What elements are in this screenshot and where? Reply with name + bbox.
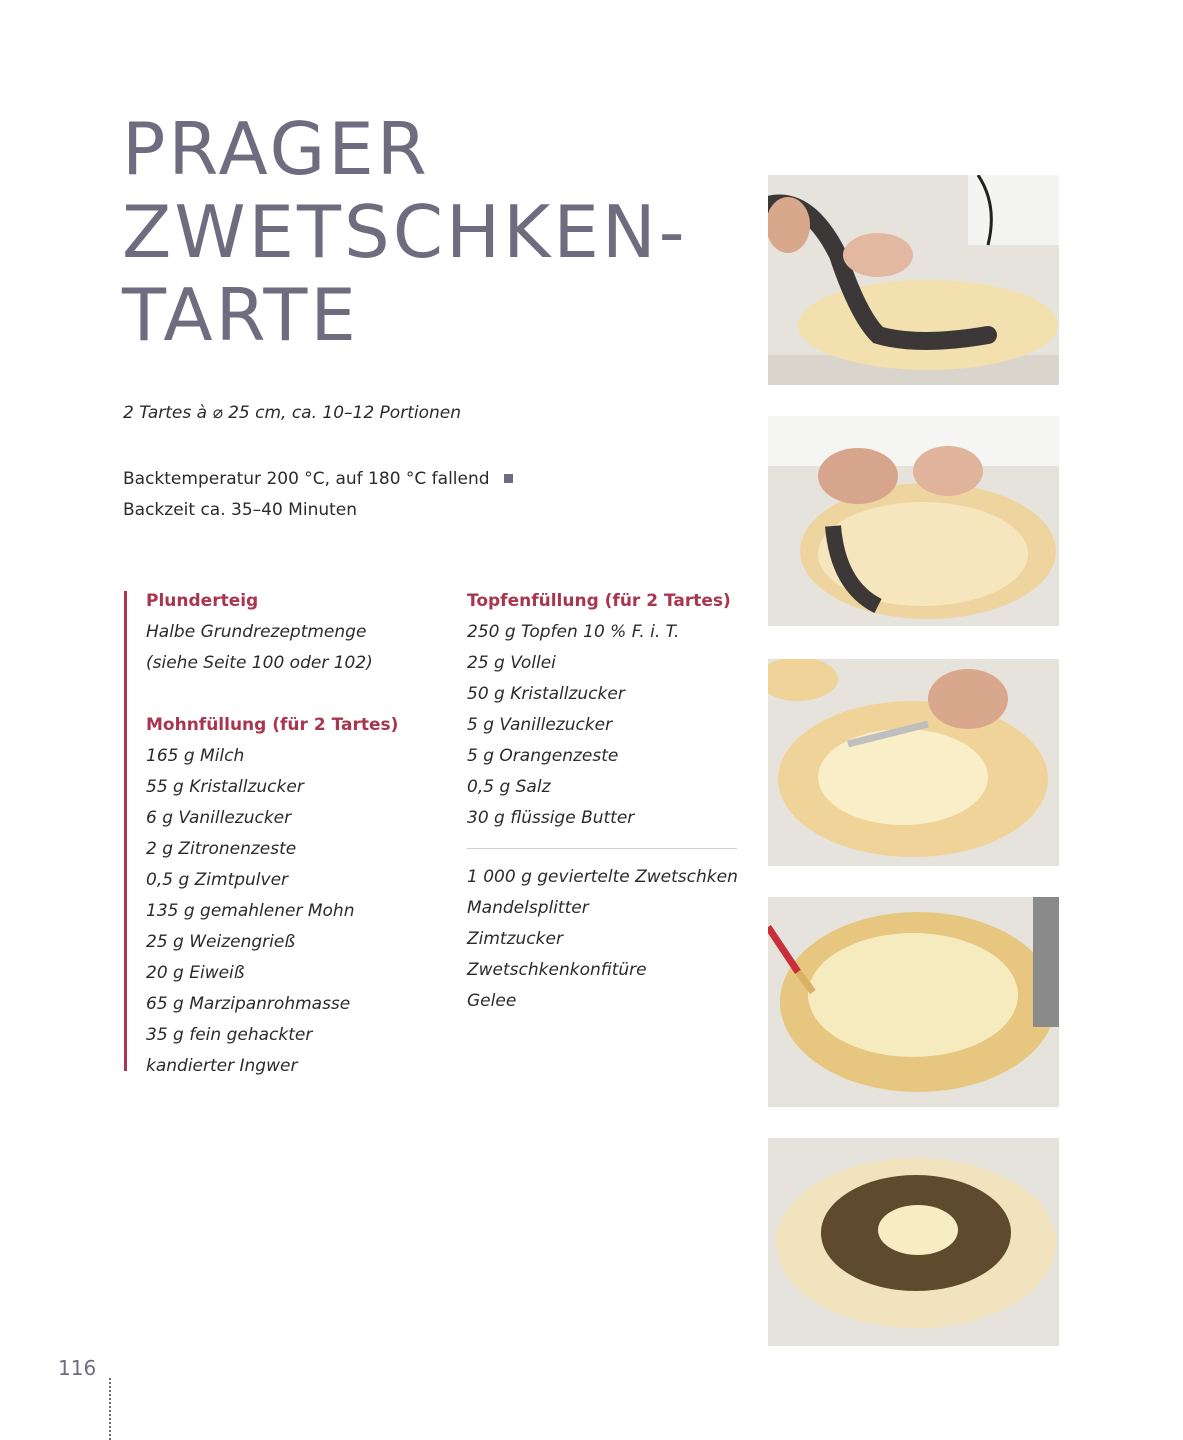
ingredient-item: 25 g Vollei bbox=[467, 653, 556, 673]
accent-bar bbox=[124, 591, 127, 1071]
dotted-line bbox=[109, 1378, 111, 1440]
ingredient-item: 2 g Zitronenzeste bbox=[146, 839, 297, 859]
ingredient-item: 55 g Kristallzucker bbox=[146, 777, 304, 797]
topping-item: Gelee bbox=[467, 991, 517, 1011]
ingredients-column-1 bbox=[146, 586, 398, 1082]
ingredient-item: 5 g Orangenzeste bbox=[467, 746, 619, 766]
ingredient-item: 0,5 g Salz bbox=[467, 777, 551, 797]
ingredient-item: 65 g Marzipanrohmasse bbox=[146, 994, 351, 1014]
baking-info bbox=[123, 464, 513, 526]
baking-time: Backzeit ca. 35–40 Minuten bbox=[123, 500, 358, 520]
topping-item: Zimtzucker bbox=[467, 929, 563, 949]
ingredient-item: 35 g fein gehackter bbox=[146, 1025, 313, 1045]
topping-item: 1 000 g geviertelte Zwetschken bbox=[467, 867, 738, 887]
square-marker-icon bbox=[504, 474, 513, 483]
baking-temperature: Backtemperatur 200 °C, auf 180 °C fallend bbox=[123, 464, 513, 495]
ingredient-item: 25 g Weizengrieß bbox=[146, 932, 296, 952]
section-heading-mohnfuellung: Mohnfüllung (für 2 Tartes) bbox=[146, 715, 399, 735]
topping-item: Mandelsplitter bbox=[467, 898, 589, 918]
ingredient-item: 6 g Vanillezucker bbox=[146, 808, 292, 828]
ingredient-item: kandierter Ingwer bbox=[146, 1056, 298, 1076]
step-photo-2 bbox=[768, 416, 1059, 626]
ingredient-item: 5 g Vanillezucker bbox=[467, 715, 613, 735]
title-line-3: TARTE bbox=[122, 273, 359, 357]
page-number: 116 bbox=[58, 1356, 97, 1380]
step-photo-3 bbox=[768, 659, 1059, 866]
ingredient-item: 0,5 g Zimtpulver bbox=[146, 870, 289, 890]
section-heading-plunderteig: Plunderteig bbox=[146, 591, 259, 611]
ingredient-item: 165 g Milch bbox=[146, 746, 245, 766]
ingredient-item: 250 g Topfen 10 % F. i. T. bbox=[467, 622, 680, 642]
step-photo-1 bbox=[768, 175, 1059, 385]
ingredients-column-2 bbox=[467, 586, 738, 1017]
title-line-1: PRAGER bbox=[122, 107, 430, 191]
step-photo-5 bbox=[768, 1138, 1059, 1346]
ingredient-item: 30 g flüssige Butter bbox=[467, 808, 635, 828]
title-line-2: ZWETSCHKEN- bbox=[122, 190, 688, 274]
topping-item: Zwetschkenkonfitüre bbox=[467, 960, 647, 980]
ingredient-item: (siehe Seite 100 oder 102) bbox=[146, 653, 373, 673]
divider bbox=[467, 848, 737, 849]
section-heading-topfenfuellung: Topfenfüllung (für 2 Tartes) bbox=[467, 591, 731, 611]
ingredient-item: 20 g Eiweiß bbox=[146, 963, 245, 983]
ingredient-item: 135 g gemahlener Mohn bbox=[146, 901, 355, 921]
recipe-title bbox=[122, 108, 688, 357]
ingredient-item: Halbe Grundrezeptmenge bbox=[146, 622, 367, 642]
step-photo-4 bbox=[768, 897, 1059, 1107]
recipe-yield: 2 Tartes à ⌀ 25 cm, ca. 10–12 Portionen bbox=[123, 403, 461, 423]
ingredient-item: 50 g Kristallzucker bbox=[467, 684, 625, 704]
